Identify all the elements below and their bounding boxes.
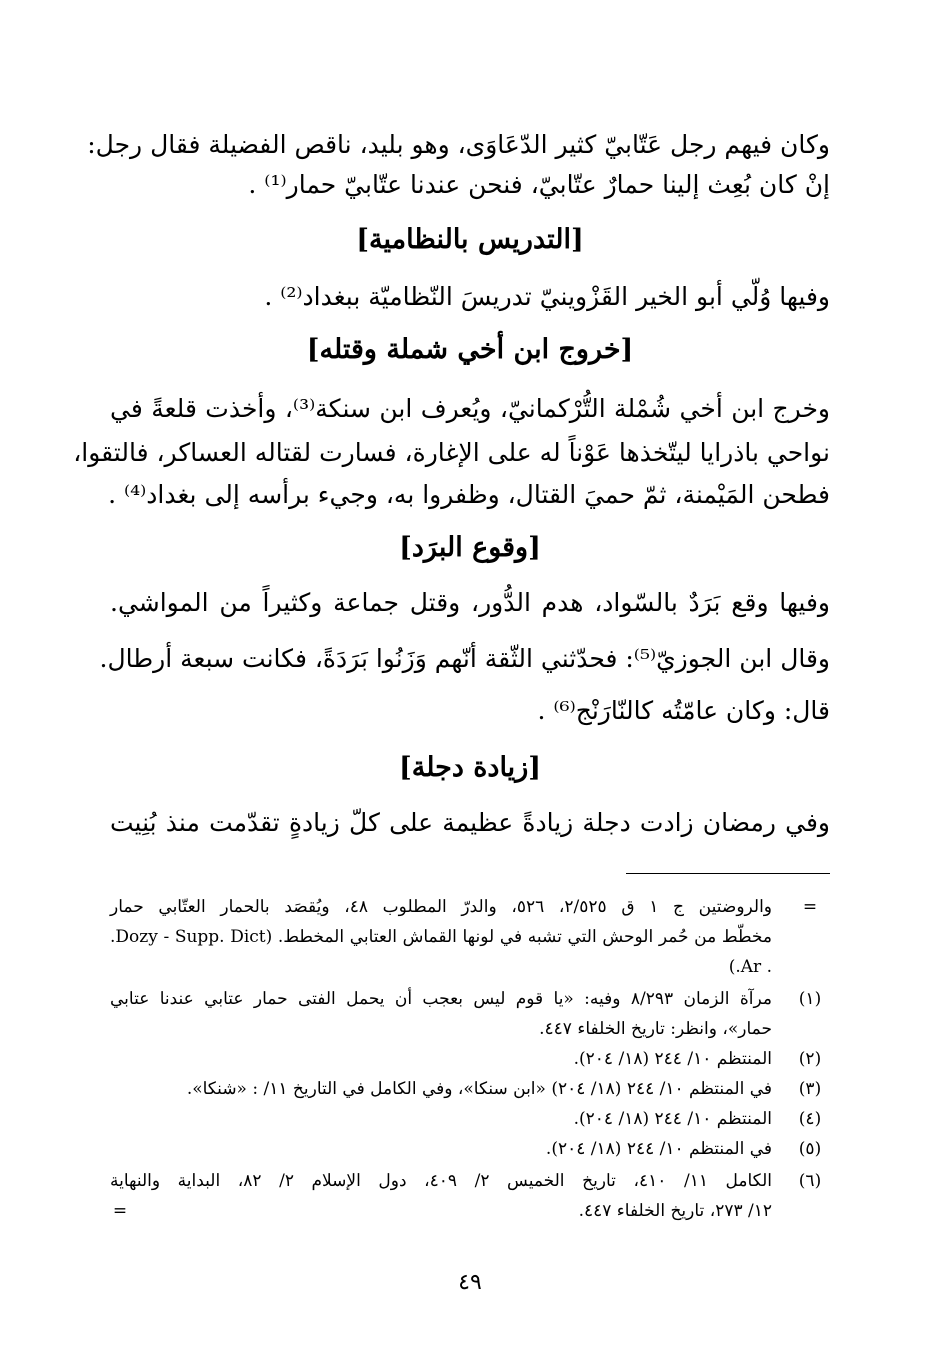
footnote-1-line-2 — [110, 1014, 830, 1044]
footnote-line: مخطّط من حُمر الوحش التي تشبه في لونها القماش العتابي المخطط. (Dozy - Supp. Dict. — [110, 927, 772, 947]
body-line: وفي رمضان زادت دجلة زيادةً عظيمة على كلّ زيادةٍ تقدّمت منذ بُنِيت — [110, 808, 830, 837]
footnote-4 — [110, 1104, 830, 1134]
footnote-line: حمار»، وانظر: تاريخ الخلفاء ٤٤٧. — [539, 1019, 772, 1039]
footnote-line: والروضتين ج ١ ق ٢/٥٢٥، ٥٢٦، والدرّ المطلوب ٤٨، ويُقصَد بالحمار العتّابي حمار — [110, 897, 773, 917]
body-line: وكان فيهم رجل عَتّابيّ كثير الدّعَاوَى، وهو بليد، ناقص الفضيلة فقال رجل: — [87, 130, 830, 159]
footnote-number: (٣) — [798, 1079, 822, 1099]
section-heading: [وقوع البرَد] — [399, 532, 541, 563]
body-line: وقال ابن الجوزيّ⁽⁵⁾: فحدّثني الثّقة أنّهم وَزَنُوا بَرَدَةً، فكانت سبعة أرطال. — [99, 644, 830, 673]
body-line: قال: وكان عامّتُه كالنّارَنْج⁽⁶⁾ . — [537, 696, 830, 725]
body-line: فطحن المَيْمنة، ثمّ حميَ القتال، وظفروا به، وجيء برأسه إلى بغداد⁽⁴⁾ . — [108, 480, 830, 509]
footnote-1 — [110, 984, 830, 1014]
body-line: وخرج ابن أخي شُمْلة التُّرْكمانيّ، ويُعرف ابن سنكة⁽³⁾، وأخذت قلعةً في — [110, 394, 830, 423]
footnote-5 — [110, 1134, 830, 1164]
footnote-6-line-2 — [110, 1196, 830, 1226]
continues-next-page-marker: = — [112, 1201, 128, 1221]
footnote-6 — [110, 1166, 830, 1196]
footnote-line: في المنتظم ١٠/ ٢٤٤ (١٨/ ٢٠٤) «ابن سنكا»، وفي الكامل في التاريخ ١١/ : «شنكا». — [186, 1079, 772, 1099]
footnote-line: المنتظم ١٠/ ٢٤٤ (١٨/ ٢٠٤). — [573, 1049, 772, 1069]
footnote-2 — [110, 1044, 830, 1074]
footnote-continued-line — [110, 952, 830, 982]
footnote-3 — [110, 1074, 830, 1104]
body-line: نواحي باذرايا ليتّخذها عَوْناً له على الإغارة، فسارت لقتاله العساكر، فالتقوا، — [73, 438, 830, 467]
footnote-line: ١٢/ ٢٧٣، تاريخ الخلفاء ٤٤٧. — [578, 1201, 772, 1221]
section-heading: [التدريس بالنظامية] — [356, 224, 584, 255]
section-heading: [زيادة دجلة] — [398, 752, 542, 783]
footnote-line: . Ar.) — [728, 957, 772, 977]
body-line: وفيها وُلّي أبو الخير القَزْوينيّ تدريسَ النّظاميّة ببغداد⁽²⁾ . — [264, 282, 830, 311]
section-heading: [خروج ابن أخي شملة وقتله] — [306, 334, 634, 365]
footnote-number: (١) — [798, 989, 822, 1009]
page-number: ٤٩ — [458, 1270, 482, 1295]
footnote-separator — [626, 873, 830, 874]
footnote-number: (٤) — [798, 1109, 822, 1129]
footnote-number: (٢) — [798, 1049, 822, 1069]
continuation-marker: = — [802, 897, 818, 917]
footnote-line: مرآة الزمان ٨/٢٩٣ وفيه: «يا قوم ليس بعجب أن يحمل الفتى حمار عتابي عندنا عتابي — [110, 989, 772, 1009]
footnote-line: المنتظم ١٠/ ٢٤٤ (١٨/ ٢٠٤). — [573, 1109, 772, 1129]
footnote-continued — [110, 892, 830, 922]
body-line: وفيها وقع بَرَدٌ بالسّواد، هدم الدُّور، وقتل جماعة وكثيراً من المواشي. — [110, 588, 830, 617]
footnote-number: (٦) — [798, 1171, 822, 1191]
footnote-continued-line — [110, 922, 830, 952]
footnote-line: الكامل ١١/ ٤١٠، تاريخ الخميس ٢/ ٤٠٩، دول الإسلام ٢/ ٨٢، البداية والنهاية — [110, 1171, 772, 1191]
footnote-line: في المنتظم ١٠/ ٢٤٤ (١٨/ ٢٠٤). — [545, 1139, 772, 1159]
footnote-number: (٥) — [798, 1139, 822, 1159]
body-line: إنْ كان بُعِث إلينا حمارٌ عتّابيّ، فنحن عندنا عتّابيّ حمار⁽¹⁾ . — [248, 170, 830, 199]
